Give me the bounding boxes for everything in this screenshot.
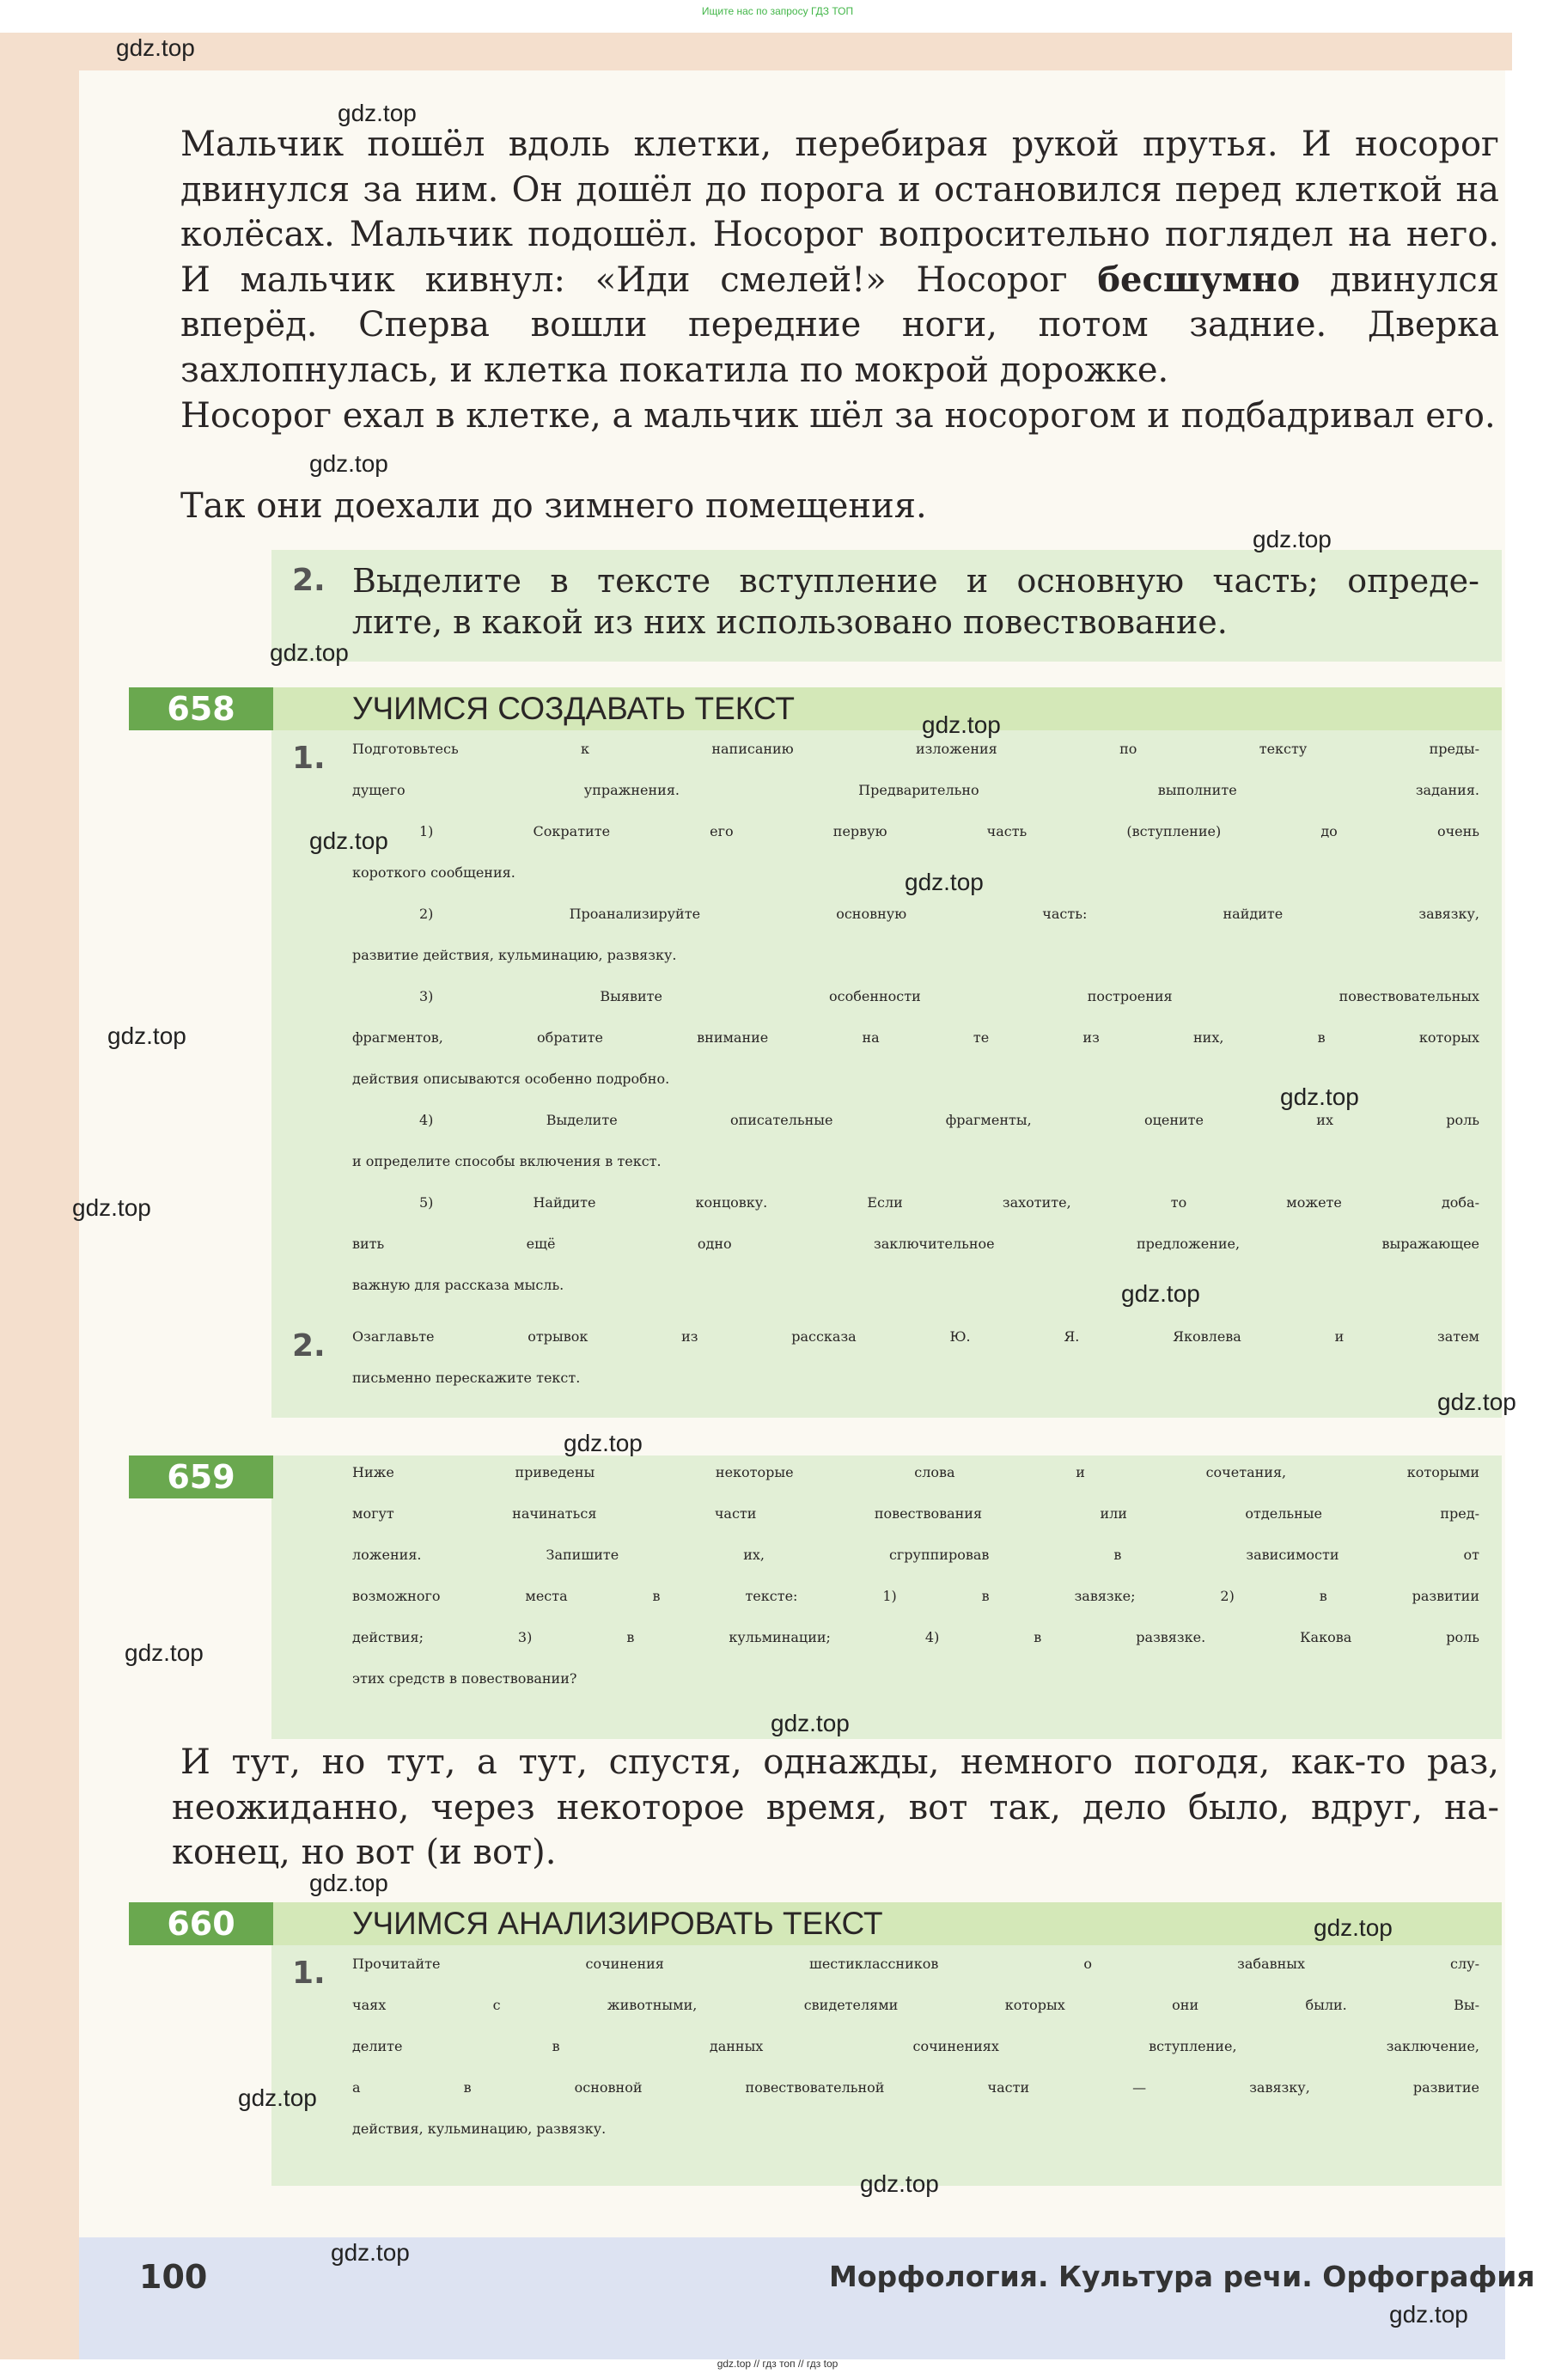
watermark: gdz.top [331, 2239, 410, 2266]
exercise-658-title: УЧИМСЯ СОЗДАВАТЬ ТЕКСТ [352, 691, 795, 726]
watermark: gdz.top [771, 1710, 850, 1736]
watermark: gdz.top [238, 2084, 317, 2111]
watermark: gdz.top [1389, 2301, 1468, 2328]
left-margin-band [0, 33, 79, 2359]
exercise-660-title: УЧИМСЯ АНАЛИЗИРОВАТЬ ТЕКСТ [352, 1906, 883, 1941]
story-paragraph-3: Так они доехали до зимнего помещения. [180, 486, 927, 526]
task-number: 2. [292, 1328, 326, 1364]
exercise-660-content: 1. Прочитайте сочинения шестиклассников о забавных слу- чаях с животными, свидетелями которых они были. Вы- делите в данных сочинениях вступление, заключение, а в основной повествовательной части — завязку, развитие действия, кульминацию, развязку. [292, 1956, 1479, 2137]
exercise-659-number: 659 [129, 1455, 273, 1498]
watermark: gdz.top [564, 1430, 643, 1456]
watermark: gdz.top [309, 827, 388, 854]
watermark: gdz.top [860, 2170, 939, 2197]
watermark: gdz.top [1121, 1280, 1200, 1307]
story-bold-word: бесшумно [1097, 259, 1301, 300]
exercise-658-content: 1. Подготовьтесь к написанию изложения по тексту преды- дущего упражнения. Предварительно выполните задания. 1) Сократите его первую часть (вступление) до очень короткого сообщения. 2) Проанализируйте основную часть: найдите завязку, развитие действия, кульминацию, развязку. 3) Выявите особенности построения повествовательных фрагментов, обратите внимание на те из них, в которых действия описываются особенно подробно. 4) Выделите описательные фрагменты, оцените их роль и определите способы включения в текст. 5) Найдите концовку. Если захотите, то можете доба- вить ещё одно заключительное предложение, выражающее важную для рассказа мысль. 2. Озаглавьте отрывок из рассказа Ю. Я. Яковлева и затем письменно перескажите текст. [292, 741, 1479, 1386]
watermark: gdz.top [1314, 1914, 1393, 1941]
watermark: gdz.top [309, 450, 388, 477]
watermark: gdz.top [338, 100, 417, 126]
page-number: 100 [139, 2258, 208, 2296]
watermark: gdz.top [125, 1639, 204, 1666]
watermark: gdz.top [1437, 1388, 1516, 1415]
top-banner: Ищите нас по запросу ГДЗ ТОП [701, 5, 854, 17]
story-p1-start: Мальчик пошёл вдоль клетки, перебирая рукой прутья. И носорог двинулся за ним. Он дошёл до порога и остановился перед клеткой на колёсах. Мальчик подошёл. Носорог вопросительно поглядел на него. И мальчик кивнул: «Иди смелей!» Носорог [180, 125, 1499, 300]
section-title: Морфология. Культура речи. Орфография [829, 2260, 1535, 2293]
task-prev-2: 2. Выделите в тексте вступление и основную часть; опреде- лите, в какой из них использовано повествование. [292, 562, 1479, 641]
exercise-658-number: 658 [129, 687, 273, 730]
watermark: gdz.top [270, 639, 349, 666]
words-list: И тут, но тут, а тут, спустя, однажды, немного погодя, как-то раз, неожиданно, через некоторое время, вот так, дело было, вдруг, на- конец, но вот (и вот). [172, 1742, 1499, 1872]
watermark: gdz.top [309, 1870, 388, 1896]
exercise-659-content: Ниже приведены некоторые слова и сочетания, которыми могут начинаться части повествования или отдельные пред- ложения. Запишите их, сгруппировав в зависимости от возможного места в тексте: 1) в завязке; 2) в развитии действия; 3) в кульминации; 4) в развязке. Какова роль этих средств в повествовании? [352, 1464, 1479, 1687]
task-number: 1. [292, 741, 326, 776]
story-p1-end: двинулся вперёд. Сперва вошли передние ноги, потом задние. Дверка захлопнулась, и клетка покатила по мокрой дорожке. [180, 259, 1499, 390]
watermark: gdz.top [107, 1022, 186, 1049]
story-paragraph-1 [180, 122, 1499, 393]
watermark: gdz.top [1280, 1083, 1359, 1110]
task-number: 1. [292, 1956, 326, 1991]
top-margin-band [0, 33, 1512, 70]
watermark: gdz.top [116, 34, 195, 61]
exercise-660-number: 660 [129, 1902, 273, 1945]
task-number: 2. [292, 563, 326, 598]
bottom-banner: gdz.top // гдз топ // гдз top [717, 2358, 838, 2370]
watermark: gdz.top [922, 711, 1001, 738]
watermark: gdz.top [1253, 526, 1332, 552]
watermark: gdz.top [905, 869, 984, 895]
footer-band [79, 2237, 1505, 2359]
story-paragraph-2: Носорог ехал в клетке, а мальчик шёл за носорогом и подбадривал его. [180, 396, 1496, 436]
watermark: gdz.top [72, 1194, 151, 1221]
